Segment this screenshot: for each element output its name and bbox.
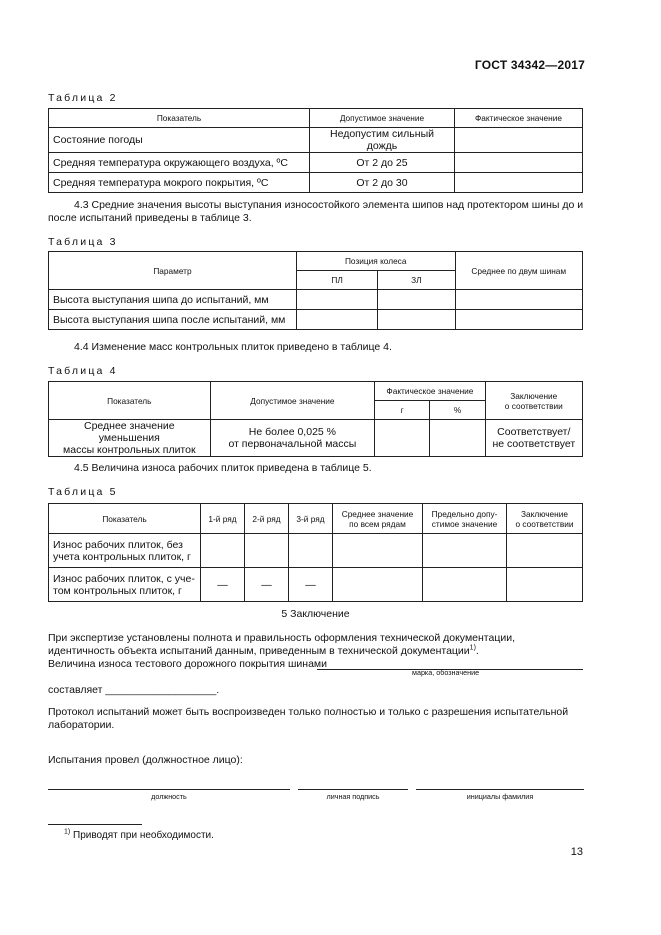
table5-cell xyxy=(507,568,583,602)
table2-cell: От 2 до 25 xyxy=(310,153,455,173)
table2-cell xyxy=(455,153,583,173)
table-row xyxy=(49,420,583,457)
table3-caption: Таблица 3 xyxy=(48,236,118,248)
table2-cell xyxy=(455,128,583,153)
table-row xyxy=(49,153,583,173)
table4-cell-line: массы контрольных плиток xyxy=(63,444,196,456)
table4-header-conclusion-line1: Заключение xyxy=(510,390,558,401)
protocol-note: Протокол испытаний может быть воспроизведен только полностью и только с разрешения испытательной лаборатории. xyxy=(48,706,569,731)
table5-cell xyxy=(507,534,583,568)
signature-line-position xyxy=(48,789,290,790)
table5-header-row2: 2-й ряд xyxy=(245,504,289,534)
table4-caption: Таблица 4 xyxy=(48,365,118,377)
table3-header-average: Среднее по двум шинам xyxy=(455,252,583,290)
paragraph-4-4: 4.4 Изменение масс контрольных плиток приведено в таблице 4. xyxy=(74,341,392,353)
table2-header-allowed: Допустимое значение xyxy=(310,109,455,128)
signature-hint-name: инициалы фамилия xyxy=(466,792,534,801)
table2-cell: От 2 до 30 xyxy=(310,173,455,193)
table5-cell-dash: — xyxy=(289,568,333,602)
table4-cell-line: от первоначальной массы xyxy=(228,438,357,450)
table5 xyxy=(48,503,583,602)
table5-header-average xyxy=(333,504,423,534)
table5-cell-line: Износ рабочих плиток, без xyxy=(53,538,183,551)
table5-cell-indicator xyxy=(49,568,201,602)
wear-value-field: составляет ___________________. xyxy=(48,684,220,696)
table5-cell xyxy=(333,568,423,602)
table4-cell-line: Среднее значение уменьшения xyxy=(84,420,175,444)
table5-cell-dash: — xyxy=(201,568,245,602)
table5-caption: Таблица 5 xyxy=(48,486,118,498)
table5-cell xyxy=(333,534,423,568)
table5-header-conclusion xyxy=(507,504,583,534)
table5-header-row3: 3-й ряд xyxy=(289,504,333,534)
table5-header-line: по всем рядам xyxy=(349,518,406,529)
tester-label: Испытания провел (должностное лицо): xyxy=(48,754,243,766)
table4-cell-line: Соответствует/ xyxy=(497,426,571,438)
footnote-text: Приводят при необходимости. xyxy=(70,830,214,841)
table3-header-position: Позиция колеса xyxy=(296,252,455,271)
table4 xyxy=(48,381,583,457)
paragraph-4-5: 4.5 Величина износа рабочих плиток приведена в таблице 5. xyxy=(74,462,372,474)
footnote xyxy=(64,830,214,841)
table3-cell xyxy=(296,310,377,330)
table5-header-line: Заключение xyxy=(521,508,568,519)
table4-header-indicator: Показатель xyxy=(49,382,211,420)
table2-cell: Средняя температура мокрого покрытия, ºС xyxy=(49,173,310,193)
table4-header-conclusion xyxy=(485,382,582,420)
table3-header-zl: ЗЛ xyxy=(378,271,455,290)
table3-cell xyxy=(378,310,455,330)
table4-cell-allowed xyxy=(210,420,375,457)
brand-designation-hint: марка, обозначение xyxy=(412,668,480,677)
footnote-separator xyxy=(48,824,142,825)
footnote-mark: 1) xyxy=(64,828,71,836)
table5-cell-line: учета контрольных плиток, г xyxy=(53,550,191,563)
table5-cell-line: Износ рабочих плиток, с уче- xyxy=(53,572,195,585)
table5-cell-indicator xyxy=(49,534,201,568)
table-row xyxy=(49,290,583,310)
table4-cell-conclusion xyxy=(485,420,582,457)
table5-header-line: Предельно допу- xyxy=(431,508,498,519)
table2-header-indicator: Показатель xyxy=(49,109,310,128)
table2-cell: Средняя температура окружающего воздуха, ºС xyxy=(49,153,310,173)
conclusion-end: . xyxy=(475,645,479,657)
table-row xyxy=(49,128,583,153)
table-row xyxy=(49,173,583,193)
table5-cell xyxy=(289,534,333,568)
table2-caption: Таблица 2 xyxy=(48,92,118,104)
table3-header-pl: ПЛ xyxy=(296,271,377,290)
table5-header-line: о соответствии xyxy=(515,518,574,529)
signature-hint-signature: личная подпись xyxy=(326,792,380,801)
table3 xyxy=(48,251,583,330)
table4-header-conclusion-line2: о соответствии xyxy=(504,400,563,411)
table5-header-limit xyxy=(423,504,507,534)
table4-header-grams: г xyxy=(375,401,430,420)
table5-cell xyxy=(201,534,245,568)
table4-cell-line: не соответствует xyxy=(492,438,576,450)
table2 xyxy=(48,108,583,193)
footnote-reference: 1) xyxy=(469,644,476,652)
table3-header-parameter: Параметр xyxy=(49,252,297,290)
table4-cell-line: Не более 0,025 % xyxy=(248,426,336,438)
conclusion-paragraph-1 xyxy=(48,632,584,658)
table5-cell xyxy=(245,534,289,568)
table2-header-actual: Фактическое значение xyxy=(455,109,583,128)
table5-header-line: Среднее значение xyxy=(341,508,414,519)
wear-value-label: Величина износа тестового дорожного покрытия шинами xyxy=(48,658,328,670)
conclusion-text: При экспертизе установлены полнота и правильность оформления технической документации, идентичность объекта испытаний данным, приведенным в технической документации xyxy=(48,632,515,657)
table-row xyxy=(49,568,583,602)
table4-cell-percent xyxy=(430,420,485,457)
table5-header-indicator: Показатель xyxy=(49,504,201,534)
table3-cell: Высота выступания шипа после испытаний, мм xyxy=(49,310,297,330)
table5-cell-dash: — xyxy=(245,568,289,602)
table5-cell-line: том контрольных плиток, г xyxy=(53,584,182,597)
standard-number: ГОСТ 34342—2017 xyxy=(474,58,585,72)
table4-header-percent: % xyxy=(430,401,485,420)
table2-cell: Недопустим сильный дождь xyxy=(310,128,455,153)
page-number: 13 xyxy=(570,846,583,858)
table4-header-allowed: Допустимое значение xyxy=(210,382,375,420)
table4-header-actual: Фактическое значение xyxy=(375,382,485,401)
table2-cell xyxy=(455,173,583,193)
table4-cell-indicator xyxy=(49,420,211,457)
table-row xyxy=(49,534,583,568)
table5-header-row1: 1-й ряд xyxy=(201,504,245,534)
table3-cell: Высота выступания шипа до испытаний, мм xyxy=(49,290,297,310)
signature-line-name xyxy=(416,789,584,790)
table4-cell-grams xyxy=(375,420,430,457)
table5-cell xyxy=(423,568,507,602)
table5-cell xyxy=(423,534,507,568)
section-5-title: 5 Заключение xyxy=(281,608,350,620)
table3-cell xyxy=(296,290,377,310)
table3-cell xyxy=(455,310,583,330)
table3-cell xyxy=(455,290,583,310)
table3-cell xyxy=(378,290,455,310)
signature-hint-position: должность xyxy=(151,792,187,801)
table5-header-line: стимое значение xyxy=(431,518,498,529)
paragraph-4-3: 4.3 Средние значения высоты выступания износостойкого элемента шипов над протектором шины до и после испытаний приведены в таблице 3. xyxy=(48,199,584,224)
table2-cell: Состояние погоды xyxy=(49,128,310,153)
table-row xyxy=(49,310,583,330)
signature-line-signature xyxy=(298,789,408,790)
